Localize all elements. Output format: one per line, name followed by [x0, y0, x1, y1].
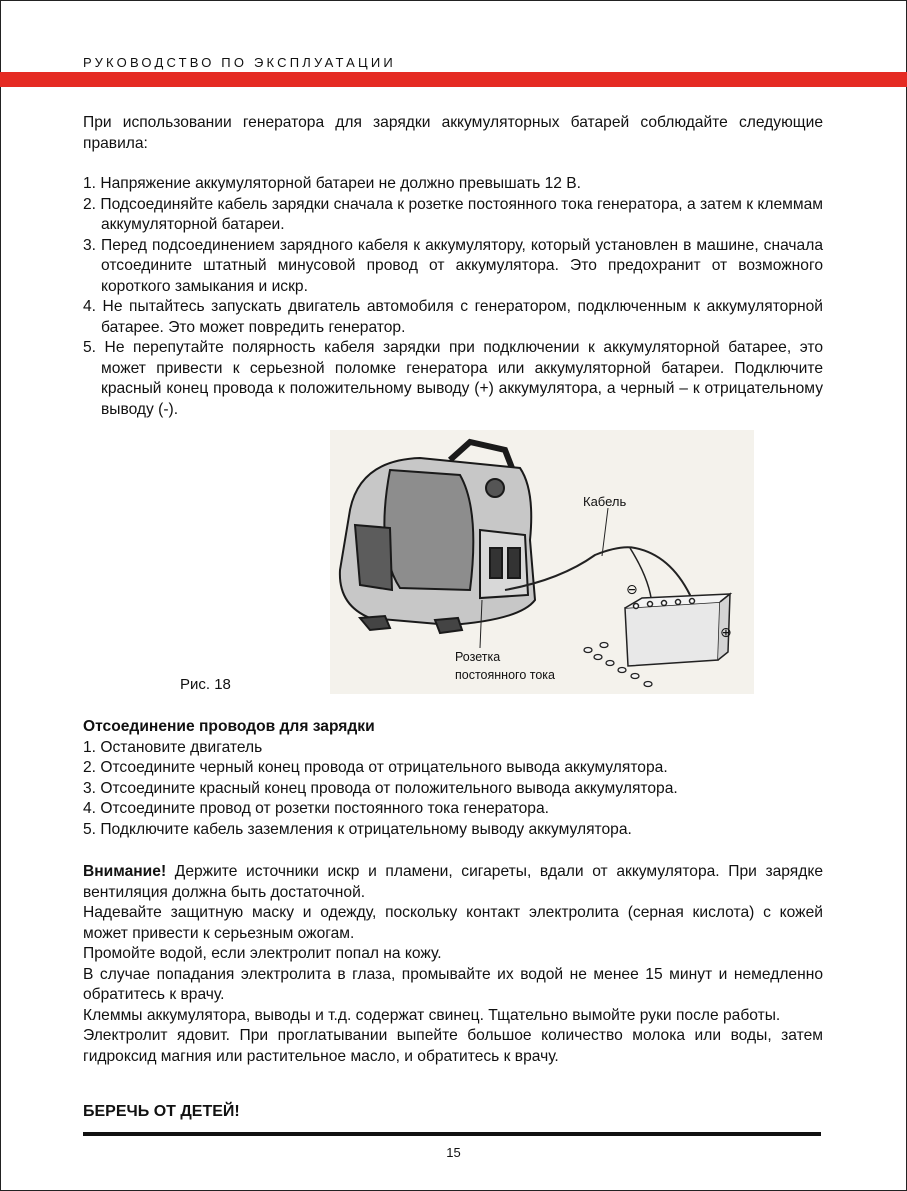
rule-item: 5. Не перепутайте полярность кабеля зарядки при подключении к аккумуляторной батарее, это может привести к серьезной поломке генератора или аккумуляторной батареи. Подключите красный конец провода к положительному выводу (+) аккумулятора, а черный – к отрицательному выводу (-). [83, 339, 823, 418]
disconnect-step: 5. Подключите кабель заземления к отрицательному выводу аккумулятора. [83, 820, 632, 838]
warning-paragraph: Электролит ядовит. При проглатывании выпейте большое количество молока или воды, затем гидроксид магния или растительное масло, и обратитесь к врачу. [83, 1027, 823, 1065]
label-cable: Кабель [583, 494, 627, 509]
warning-paragraph: В случае попадания электролита в глаза, промывайте их водой не менее 15 минут и немедленно обратитесь к врачу. [83, 965, 823, 1003]
warning-paragraph: Клеммы аккумулятора, выводы и т.д. содержат свинец. Тщательно вымойте руки после работы. [83, 1006, 781, 1024]
warning-first-paragraph [83, 862, 823, 903]
disconnect-step: 1. Остановите двигатель [83, 738, 263, 756]
footer-rule [83, 1132, 821, 1136]
battery-drawing [625, 594, 730, 666]
disconnect-section [83, 717, 823, 840]
rule-item: 4. Не пытайтесь запускать двигатель автомобиля с генератором, подключенным к аккумуляторной батарее. Это может повредить генератор. [83, 298, 823, 336]
label-dc-socket-line1: Розетка [455, 650, 501, 664]
plus-terminal-icon: ⊕ [720, 625, 732, 641]
disconnect-title: Отсоединение проводов для зарядки [83, 718, 375, 735]
header-accent-band [0, 72, 907, 87]
disconnect-step: 4. Отсоедините провод от розетки постоянного тока генератора. [83, 800, 549, 817]
intro-paragraph: При использовании генератора для зарядки аккумуляторных батарей соблюдайте следующие правила: [83, 114, 823, 152]
section-title: РУКОВОДСТВО ПО ЭКСПЛУАТАЦИИ [83, 55, 396, 70]
rule-item: 3. Перед подсоединением зарядного кабеля к аккумулятору, который установлен в машине, сначала отсоедините штатный минусовой провод от аккумулятора. Это предохранит от возможного короткого замыкания и искр. [83, 236, 823, 295]
generator-drawing [340, 442, 535, 633]
page-number: 15 [446, 1145, 461, 1160]
warning-paragraph: Надевайте защитную маску и одежду, поскольку контакт электролита (серная кислота) с кожей может привести к серьезным ожогам. [83, 904, 823, 942]
figure-generator-battery [330, 430, 754, 694]
rule-item: 2. Подсоединяйте кабель зарядки сначала к розетке постоянного тока генератора, а затем к клеммам аккумуляторной батареи. [83, 195, 823, 233]
warning-paragraph: Промойте водой, если электролит попал на кожу. [83, 945, 442, 962]
figure-caption: Рис. 18 [180, 676, 231, 693]
warning-first-text: Держите источники искр и пламени, сигареты, вдали от аккумулятора. При зарядке вентиляция должна быть достаточной. [83, 863, 823, 901]
disconnect-step: 3. Отсоедините красный конец провода от положительного вывода аккумулятора. [83, 779, 678, 797]
warning-section [83, 862, 823, 1067]
label-dc-socket-line2: постоянного тока [455, 668, 555, 682]
minus-terminal-icon: ⊖ [626, 582, 638, 598]
warning-lead: Внимание! [83, 863, 167, 880]
generator-battery-illustration [330, 430, 754, 694]
disconnect-step: 2. Отсоедините черный конец провода от отрицательного вывода аккумулятора. [83, 759, 668, 776]
charging-rules-list [83, 174, 823, 420]
keep-away-notice: БЕРЕЧЬ ОТ ДЕТЕЙ! [83, 1103, 240, 1120]
rule-item: 1. Напряжение аккумуляторной батареи не должно превышать 12 В. [83, 175, 581, 192]
